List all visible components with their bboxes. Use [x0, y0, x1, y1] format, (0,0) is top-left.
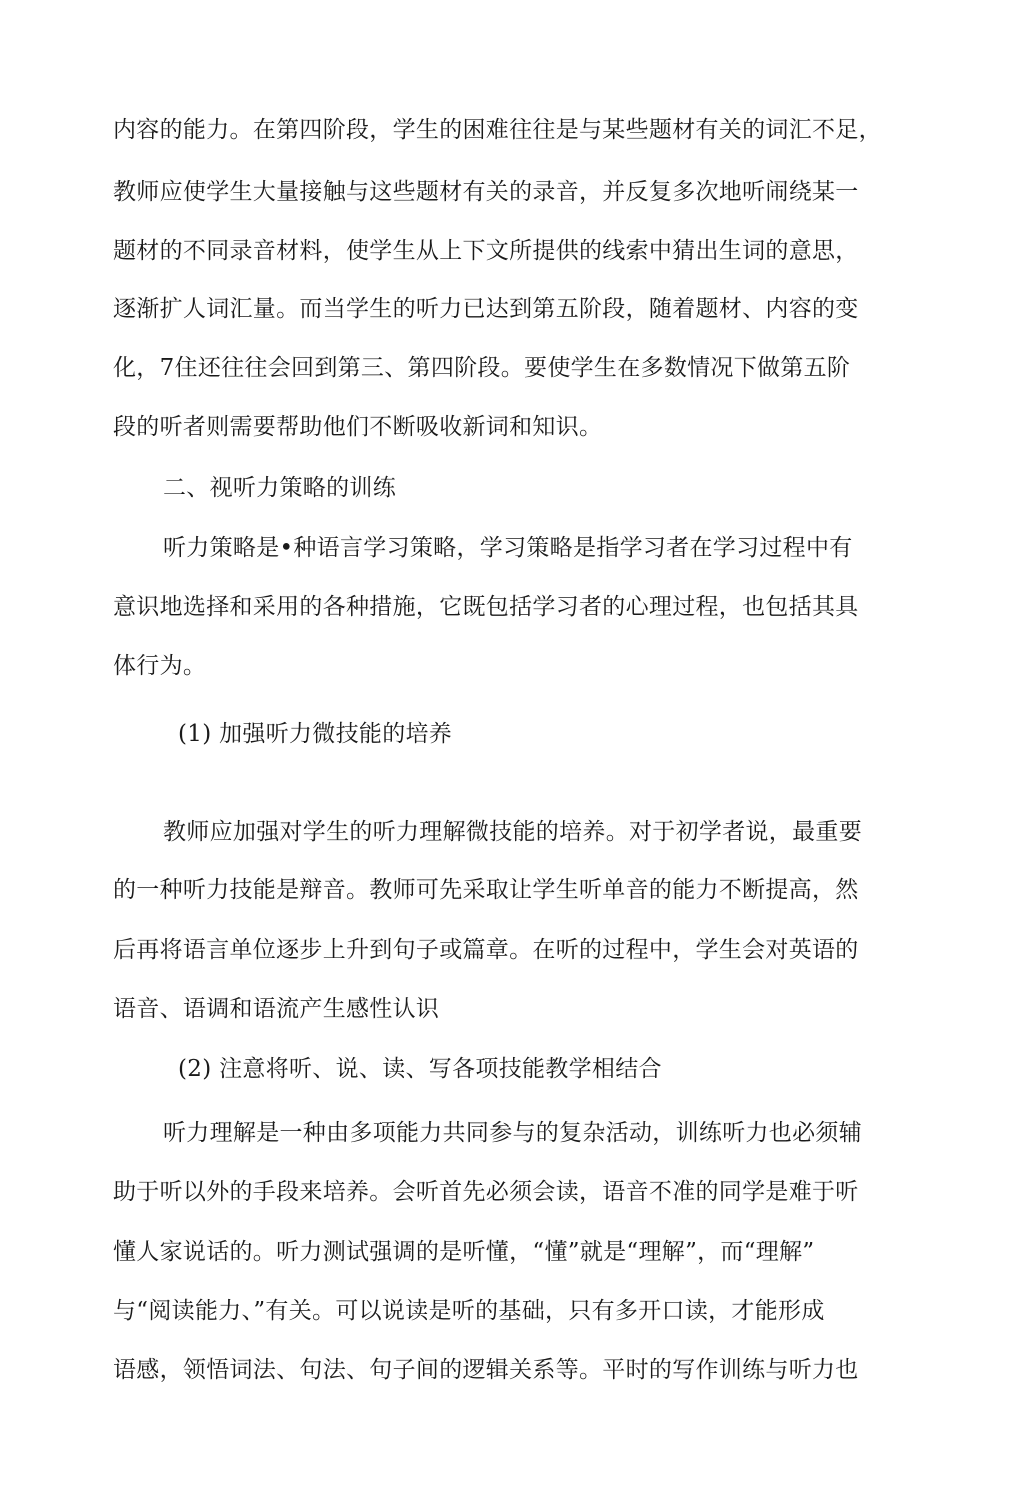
paragraph-line: 语音、语调和语流产生感性认识 — [113, 996, 440, 1022]
paragraph-line: 段的听者则需要帮助他们不断吸收新词和知识。 — [113, 414, 603, 440]
paragraph-line: 体行为。 — [113, 653, 207, 679]
paragraph-line: 教师应使学生大量接触与这些题材有关的录音，并反复多次地听闹绕某一 — [113, 179, 859, 205]
paragraph-line: 教师应加强对学生的听力理解微技能的培养。对于初学者说，最重要 — [163, 819, 862, 845]
paragraph-line: 助于听以外的手段来培养。会听首先必须会读，语音不准的同学是难于听 — [113, 1179, 859, 1205]
subsection-heading: (1) 加强听力微技能的培养 — [178, 721, 453, 747]
paragraph-line: 内容的能力。在第四阶段，学生的困难往往是与某些题材有关的词汇不足， — [113, 117, 882, 143]
paragraph-line: 后再将语言单位逐步上升到句子或篇章。在听的过程中，学生会对英语的 — [113, 937, 859, 963]
paragraph-line: 题材的不同录音材料，使学生从上下文所提供的线索中猜出生词的意思， — [113, 238, 859, 264]
paragraph-line: 化，7住还往往会回到第三、第四阶段。要使学生在多数情况下做第五阶 — [113, 355, 851, 381]
paragraph-line: 听力策略是•种语言学习策略，学习策略是指学习者在学习过程中有 — [163, 535, 853, 561]
paragraph-line: 语感，领悟词法、句法、句子间的逻辑关系等。平时的写作训练与听力也 — [113, 1357, 859, 1383]
section-heading: 二、视听力策略的训练 — [163, 475, 396, 501]
paragraph-line: 与“阅读能力、”有关。可以说读是听的基础，只有多开口读，才能形成 — [113, 1298, 825, 1324]
paragraph-line: 逐渐扩人词汇量。而当学生的听力已达到第五阶段，随着题材、内容的变 — [113, 296, 859, 322]
paragraph-line: 意识地选择和采用的各种措施，它既包括学习者的心理过程，也包括其具 — [113, 594, 859, 620]
paragraph-line: 的一种听力技能是辩音。教师可先采取让学生听单音的能力不断提高，然 — [113, 877, 859, 903]
paragraph-line: 懂人家说话的。听力测试强调的是听懂，“懂”就是“理解”，而“理解” — [113, 1239, 815, 1265]
paragraph-line: 听力理解是一种由多项能力共同参与的复杂活动，训练听力也必须辅 — [163, 1120, 862, 1146]
subsection-heading: (2) 注意将听、说、读、写各项技能教学相结合 — [178, 1056, 662, 1082]
